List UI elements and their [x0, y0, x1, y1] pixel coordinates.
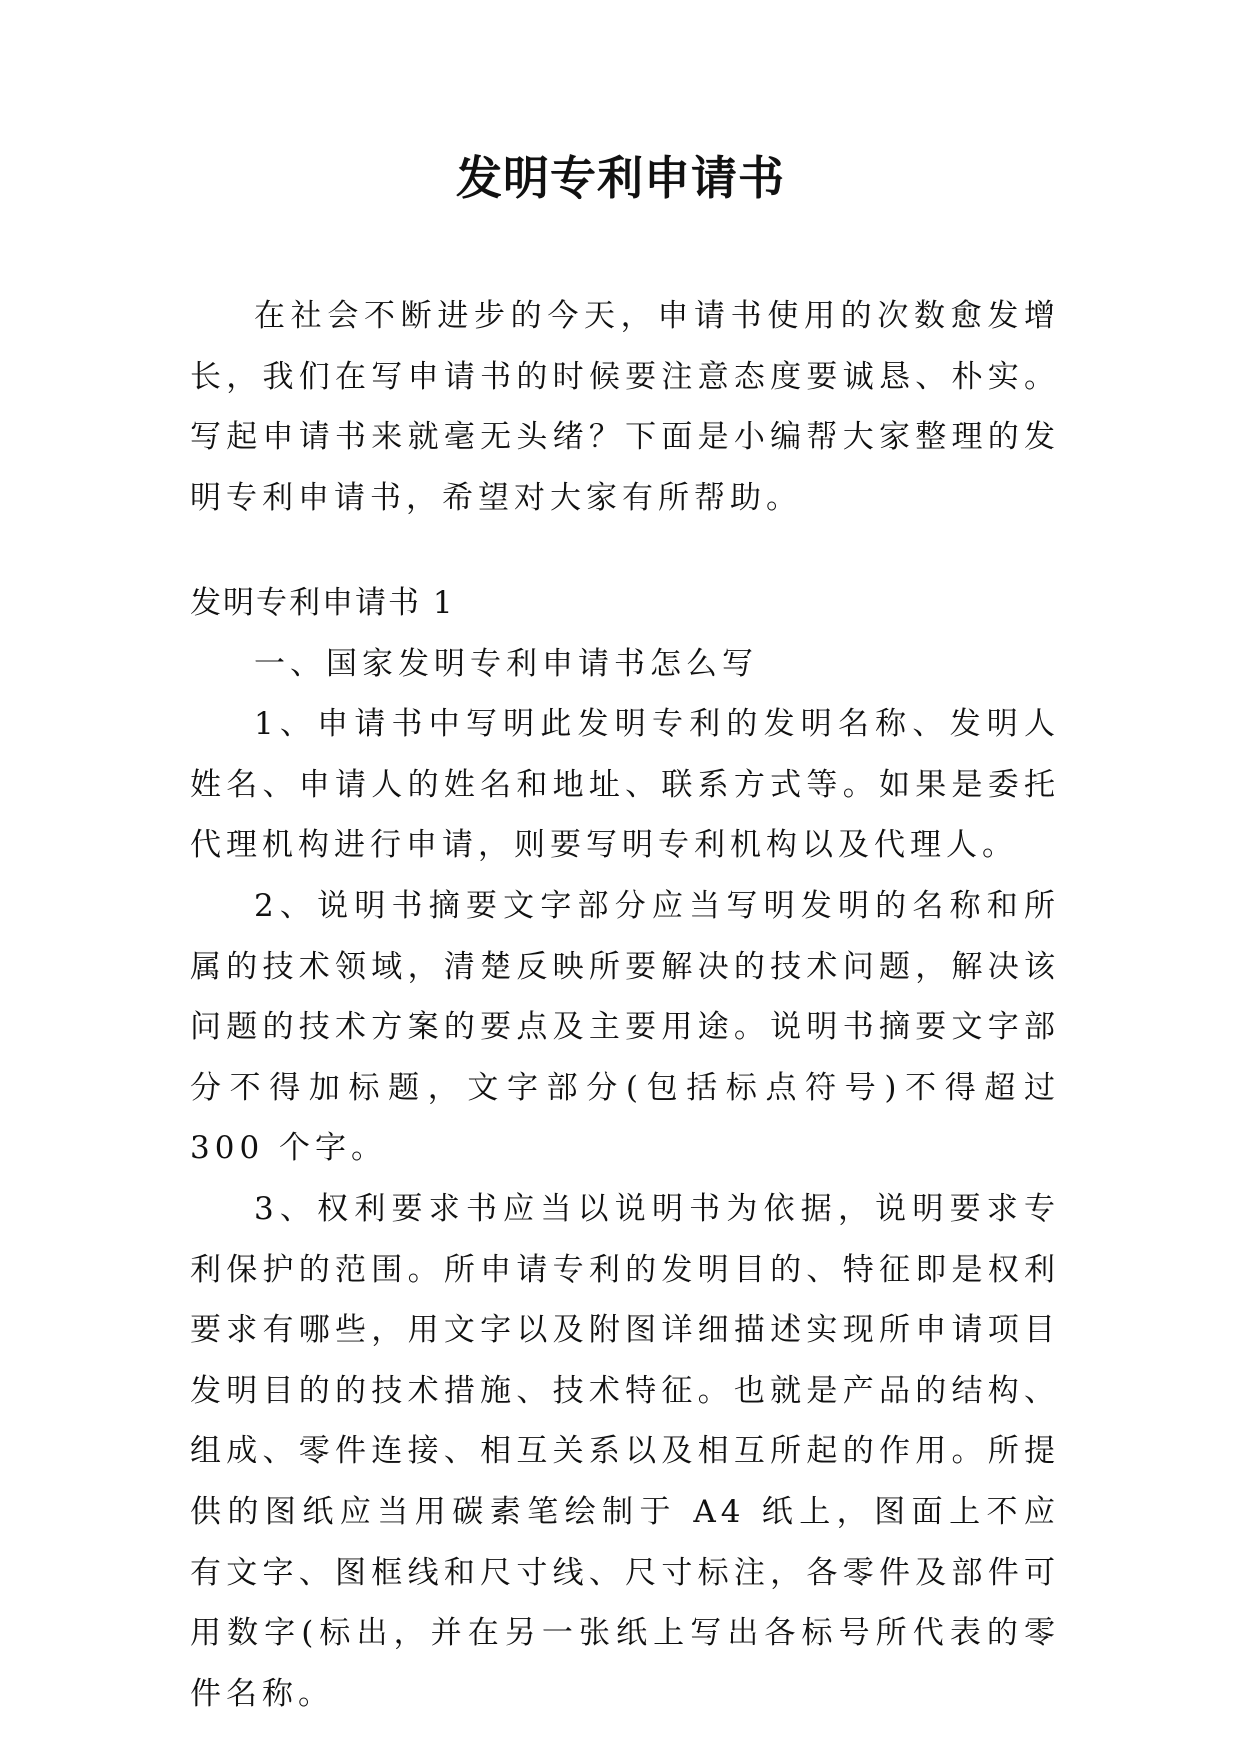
section-heading: 一、国家发明专利申请书怎么写	[254, 645, 758, 682]
list-item: 3、权利要求书应当以说明书为依据，说明要求专利保护的范围。所申请专利的发明目的、特征即是权利要求有哪些，用文字以及附图详细描述实现所申请项目发明目的的技术措施、技术特征。也就是产品的结构、组成、零件连接、相互关系以及相互所起的作用。所提供的图纸应当用碳素笔绘制于 A4 纸上，图面上不应有文字、图框线和尺寸线、尺寸标注，各零件及部件可用数字(标出，并在另一张纸上写出各标号所代表的零件名称。	[190, 1190, 1060, 1712]
document-title: 发明专利申请书	[456, 151, 785, 205]
section-subtitle: 发明专利申请书 1	[190, 585, 455, 621]
intro-block	[190, 286, 1060, 528]
list-item: 1、申请书中写明此发明专利的发明名称、发明人姓名、申请人的姓名和地址、联系方式等。如果是委托代理机构进行申请，则要写明专利机构以及代理人。	[190, 706, 1060, 864]
intro-paragraph: 在社会不断进步的今天，申请书使用的次数愈发增长，我们在写申请书的时候要注意态度要诚恳、朴实。写起申请书来就毫无头绪？下面是小编帮大家整理的发明专利申请书，希望对大家有所帮助。	[190, 298, 1060, 516]
list-item: 2、说明书摘要文字部分应当写明发明的名称和所属的技术领域，清楚反映所要解决的技术问题，解决该问题的技术方案的要点及主要用途。说明书摘要文字部分不得加标题，文字部分(包括标点符号)不得超过 300 个字。	[190, 887, 1060, 1167]
content-block	[190, 573, 1060, 1724]
